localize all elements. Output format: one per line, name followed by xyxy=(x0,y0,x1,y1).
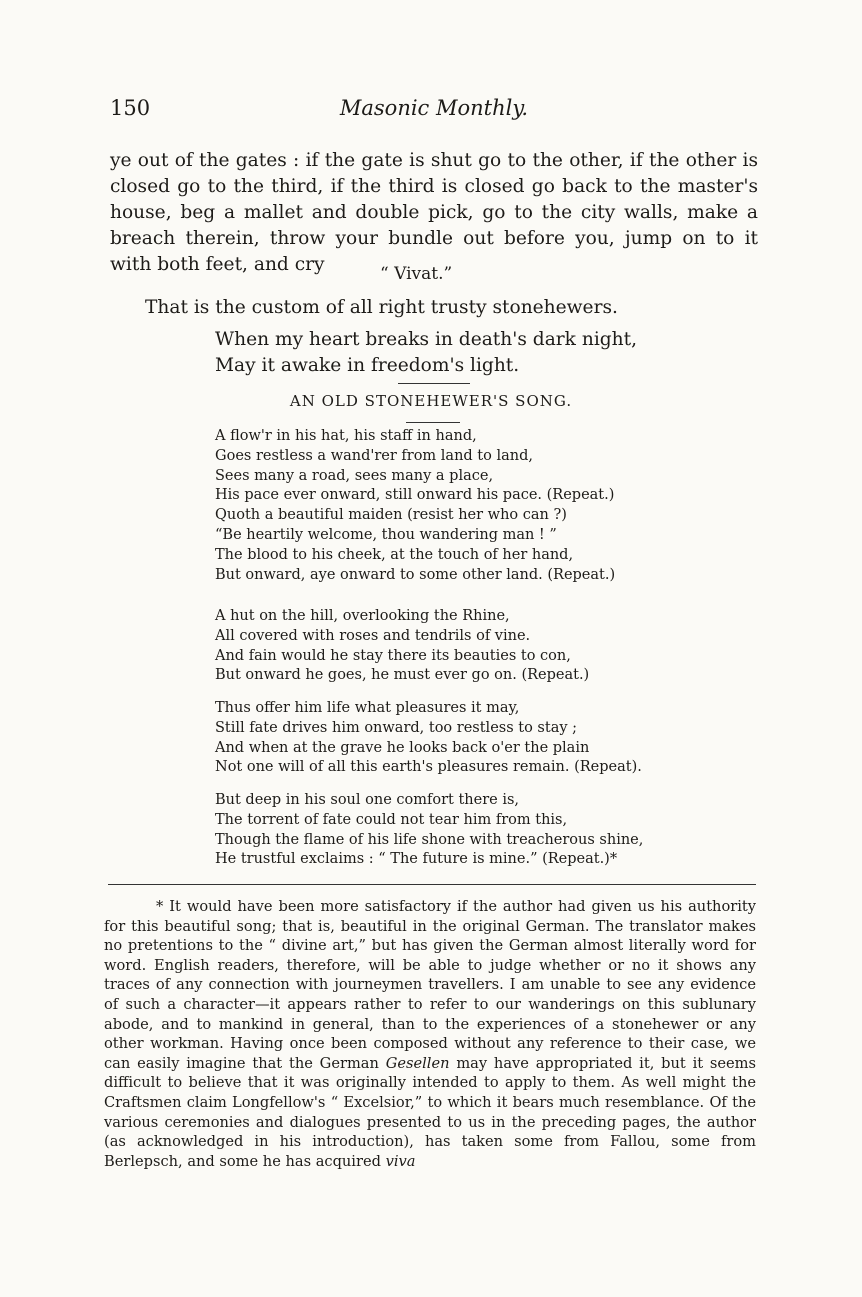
custom-line: That is the custom of all right trusty stonehewers. xyxy=(145,297,618,318)
verse-line: And when at the grave he looks back o'er the plain xyxy=(215,739,590,756)
page-number: 150 xyxy=(110,96,151,120)
verse-line: But onward, aye onward to some other land. (Repeat.) xyxy=(215,566,616,583)
vivat-line: “ Vivat.” xyxy=(380,264,453,284)
verse-line: And fain would he stay there its beauties to con, xyxy=(215,647,571,664)
page-header xyxy=(110,96,758,126)
verse-line: Though the flame of his life shone with treacherous shine, xyxy=(215,831,644,848)
couplet-line: When my heart breaks in death's dark night, xyxy=(215,329,638,350)
footnote-text: may have appropriated it, but it seems difficult to believe that it was originally intended to apply to them. As well might the Craftsmen claim Longfellow's “ Excelsior,” to which it bears much resemblance. Of the various ceremonies and dialogues presented to us in the preceding pages, the author (as acknowledged in his introduction), has taken some from Fallou, some from Berlepsch, and some he has acquired xyxy=(104,1054,756,1170)
stanza-3 xyxy=(215,699,642,778)
section-rule xyxy=(398,383,470,384)
verse-line: “Be heartily welcome, thou wandering man ! ” xyxy=(215,526,557,543)
verse-line: But deep in his soul one comfort there is, xyxy=(215,792,520,808)
title-rule xyxy=(406,422,460,423)
footnote-italic-word: Gesellen xyxy=(385,1054,450,1072)
verse-line: The blood to his cheek, at the touch of her hand, xyxy=(215,546,574,563)
stanza-1 xyxy=(215,427,615,585)
verse-line: The torrent of fate could not tear him from this, xyxy=(215,811,568,828)
verse-line: Still fate drives him onward, too restless to stay ; xyxy=(215,719,578,736)
verse-line: All covered with roses and tendrils of vine. xyxy=(215,627,531,644)
stanza-4 xyxy=(215,791,643,870)
verse-line: He trustful exclaims : “ The future is mine.” (Repeat.)* xyxy=(215,851,618,868)
verse-line: His pace ever onward, still onward his pace. (Repeat.) xyxy=(215,487,615,504)
verse-line: Goes restless a wand'rer from land to land, xyxy=(215,447,533,464)
verse-line: Thus offer him life what pleasures it may, xyxy=(215,700,520,716)
footnote-italic-word: viva xyxy=(385,1152,416,1170)
verse-line: Sees many a road, sees many a place, xyxy=(215,467,494,484)
verse-line: A hut on the hill, overlooking the Rhine, xyxy=(215,608,510,624)
verse-line: Quoth a beautiful maiden (resist her who can ?) xyxy=(215,507,567,524)
verse-line: A flow'r in his hat, his staff in hand, xyxy=(215,428,477,444)
body-paragraph: ye out of the gates : if the gate is shut go to the other, if the other is closed go to the third, if the third is closed go back to the master's house, beg a mallet and double pick, go to the city walls, make a breach therein, throw your bundle out before you, jump on to it with both feet, and cry xyxy=(110,150,758,275)
verse-line: Not one will of all this earth's pleasures remain. (Repeat). xyxy=(215,759,642,776)
song-title: AN OLD STONEHEWER'S SONG. xyxy=(289,392,573,410)
couplet-line: May it awake in freedom's light. xyxy=(215,355,520,376)
couplet xyxy=(215,327,637,379)
footnote xyxy=(104,897,756,1171)
footnote-rule xyxy=(108,884,756,885)
stanza-2 xyxy=(215,607,589,686)
running-title: Masonic Monthly. xyxy=(339,96,529,120)
footnote-text: * It would have been more satisfactory if the author had given us his authority for this beautiful song; that is, beautiful in the original German. The translator makes no pretentions to the “ divine art,” but has given the German almost literally word for word. English readers, therefore, will be able to judge whether or no it shows any traces of any connection with journeymen travellers. I am unable to see any evidence of such a character—it appears rather to refer to our wanderings on this sublunary abode, and to mankind in general, than to the experiences of a stonehewer or any other workman. Having once been composed without any reference to their case, we can easily imagine that the German xyxy=(104,898,756,1072)
verse-line: But onward he goes, he must ever go on. (Repeat.) xyxy=(215,667,590,684)
